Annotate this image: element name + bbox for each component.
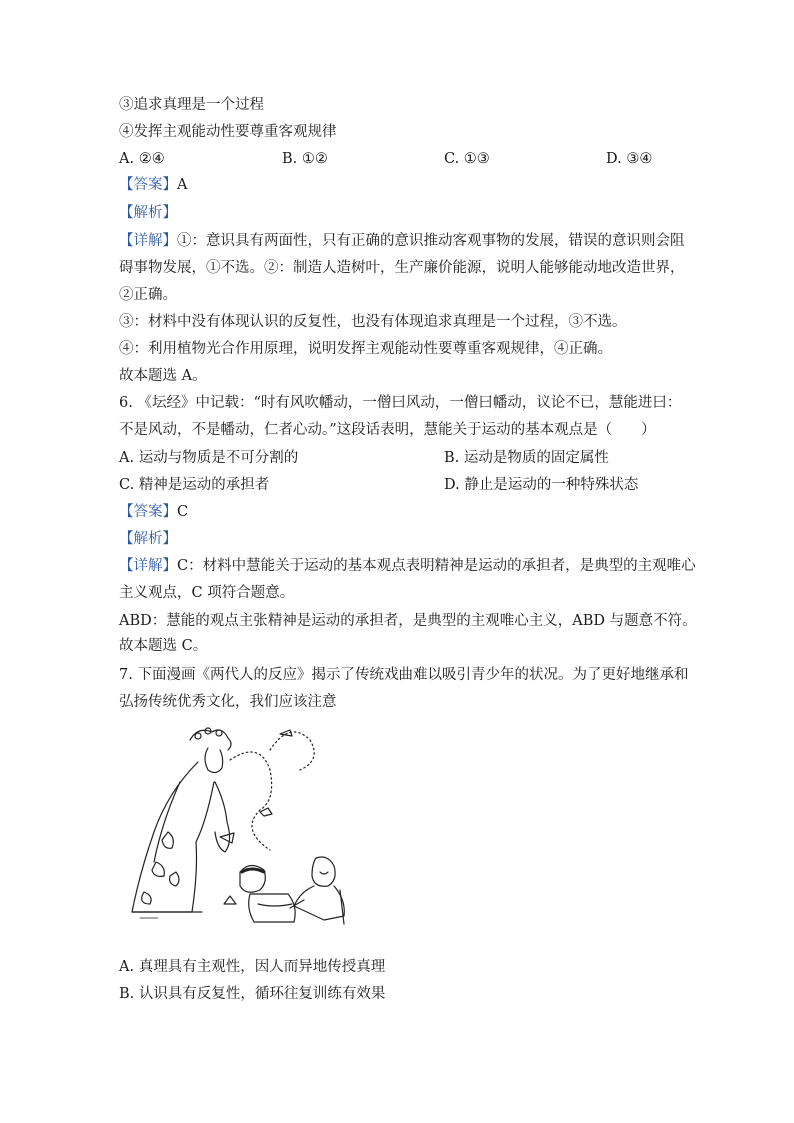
q6-option-a: A. 运动与物质是不可分割的 <box>119 450 299 466</box>
q5-answer <box>119 175 187 195</box>
answer-tag: 【答案】 <box>119 504 177 520</box>
answer-value: C <box>177 504 189 520</box>
q7-option-b: B. 认识具有反复性，循环往复训练有效果 <box>119 986 386 1002</box>
q6-option-c: C. 精神是运动的承担者 <box>119 477 270 493</box>
q5-detail-line <box>119 231 685 251</box>
q5-option-d: D. ③④ <box>606 151 653 167</box>
q6-option-d: D. 静止是运动的一种特殊状态 <box>444 477 639 493</box>
q7-option-a: A. 真理具有主观性，因人而异地传授真理 <box>119 959 386 975</box>
q6-answer <box>119 502 188 522</box>
q6-detail-line: ABD：慧能的观点主张精神是运动的承担者，是典型的主观唯心主义，ABD 与题意不符。 <box>119 613 697 629</box>
q5-detail-line: ②正确。 <box>119 287 177 303</box>
q7-stem-line: 7. 下面漫画《两代人的反应》揭示了传统戏曲难以吸引青少年的状况。为了更好地继承和 <box>119 667 689 683</box>
q5-detail-line: 碍事物发展，①不选。②：制造人造树叶，生产廉价能源，说明人能够能动地改造世界， <box>119 260 685 276</box>
q6-conclusion: 故本题选 C。 <box>119 638 208 654</box>
q5-item-3: ③追求真理是一个过程 <box>119 97 264 113</box>
q5-analysis-tag: 【解析】 <box>119 205 177 221</box>
detail-tag: 【详解】 <box>119 233 177 249</box>
q5-option-a: A. ②④ <box>119 151 165 167</box>
q6-analysis-tag: 【解析】 <box>119 531 177 547</box>
q6-detail-line <box>119 556 696 576</box>
detail-tag: 【详解】 <box>119 558 177 574</box>
q6-option-b: B. 运动是物质的固定属性 <box>444 450 609 466</box>
q5-conclusion: 故本题选 A。 <box>119 368 207 384</box>
answer-value: A <box>177 177 188 193</box>
q6-stem-line: 不是风动，不是幡动，仁者心动。”这段话表明，慧能关于运动的基本观点是（ ） <box>119 422 656 438</box>
q5-option-c: C. ①③ <box>444 151 490 167</box>
answer-tag: 【答案】 <box>119 177 177 193</box>
q7-stem-line: 弘扬传统优秀文化，我们应该注意 <box>119 694 337 710</box>
q5-item-4: ④发挥主观能动性要尊重客观规律 <box>119 124 337 140</box>
q5-option-b: B. ①② <box>282 151 328 167</box>
q6-stem-line: 6. 《坛经》中记载：“时有风吹幡动，一僧曰风动，一僧曰幡动，议论不已，慧能进曰： <box>119 395 682 411</box>
q5-detail-line: ④：利用植物光合作用原理，说明发挥主观能动性要尊重客观规律，④正确。 <box>119 341 612 357</box>
detail-text: C：材料中慧能关于运动的基本观点表明精神是运动的承担者，是典型的主观唯心 <box>177 558 696 574</box>
q6-detail-line: 主义观点，C 项符合题意。 <box>119 585 295 601</box>
cartoon-image <box>120 722 345 930</box>
q5-detail-line: ③：材料中没有体现认识的反复性，也没有体现追求真理是一个过程，③不选。 <box>119 314 627 330</box>
detail-text: ①：意识具有两面性，只有正确的意识推动客观事物的发展，错误的意识则会阻 <box>177 233 685 249</box>
